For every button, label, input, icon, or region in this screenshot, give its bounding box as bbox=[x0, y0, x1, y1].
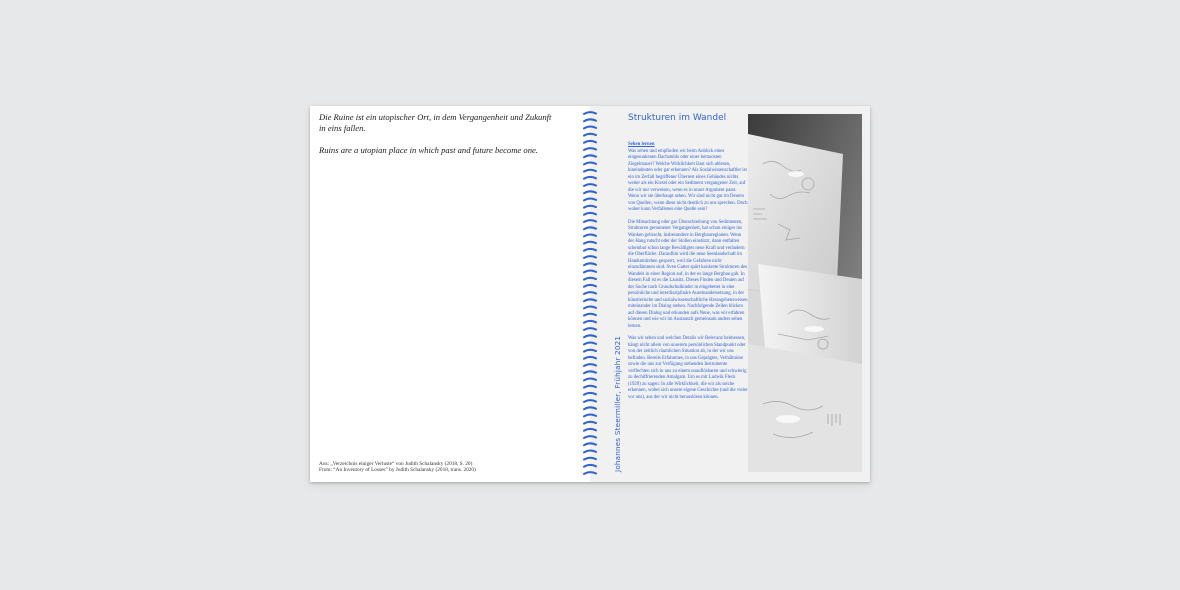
spiral-coil bbox=[584, 472, 596, 474]
spiral-coil bbox=[584, 335, 596, 337]
spiral-coil bbox=[584, 415, 596, 417]
spiral-coil bbox=[584, 213, 596, 215]
caption-german: Aus: „Verzeichnis einiger Verluste“ von Judith Schalansky (2018, S. 20) bbox=[319, 461, 473, 467]
spiral-coil bbox=[584, 170, 596, 172]
spiral-coil bbox=[584, 112, 596, 114]
article-title: Strukturen im Wandel bbox=[628, 113, 727, 123]
spiral-coil bbox=[584, 307, 596, 309]
spiral-coil bbox=[584, 422, 596, 424]
spiral-coil bbox=[584, 134, 596, 136]
quote-block bbox=[319, 112, 559, 167]
spiral-coil bbox=[584, 191, 596, 193]
spiral-coil bbox=[584, 343, 596, 345]
source-caption bbox=[319, 461, 476, 474]
spiral-binding bbox=[582, 110, 598, 478]
spiral-coil bbox=[584, 386, 596, 388]
spiral-coil bbox=[584, 127, 596, 129]
spiral-coil bbox=[584, 379, 596, 381]
spiral-coil bbox=[584, 292, 596, 294]
spiral-coil bbox=[584, 285, 596, 287]
caption-english: From: “An Inventory of Losses” by Judith Schalansky (2018, trans. 2020) bbox=[319, 467, 476, 474]
spiral-coil bbox=[584, 357, 596, 359]
spiral-coil bbox=[584, 321, 596, 323]
spiral-coil bbox=[584, 371, 596, 373]
spiral-coil bbox=[584, 278, 596, 280]
spiral-coil bbox=[584, 184, 596, 186]
article-body bbox=[628, 142, 748, 407]
spiral-coil bbox=[584, 177, 596, 179]
paragraph-3: Was wir sehen und welchen Details wir Relevanz beimessen, hängt nicht allein von unserem persönlichen Standpunkt oder von der zeitlich räumlichen Situation ab, in der wir uns befinden. Bereits Erfahrenes, in uns Geprägtes, Verhältnisse sowie die uns zur Verfügung stehenden Instrumente verflechten sich in uns zu einem unauflösbaren und schwierig zu dechiffrierenden Amalgam. Um es mit Ludwik Fleck (1929) zu sagen: In alle Wirklichkeit, die wir als solche erkennen, wobei sich unsere eigene Geschichte (und die vieler vor uns), aus der wir nicht herauslösen können. bbox=[628, 336, 748, 400]
spiral-coil bbox=[584, 141, 596, 143]
spiral-coil bbox=[584, 407, 596, 409]
spiral-coil bbox=[584, 350, 596, 352]
paragraph-1: Was sehen und empfinden wir beim Anblick eines eingesunkenen Dachstuhls oder einer bemoosten Ziegelmauer? Welche Wirklichkeit lässt sich ablesen, hineindeuten oder gar erkennen? Als Sozialwissenschaftler ist ein im Zerfall begriffener Überrest eines Gebäudes nichts weiter als ein Kiesel oder ein Sediment vergangener Zeit, auf die wir nur verweisen, wenn es in unser Argument passt. Wenn wir sie überhaupt sehen. Wir sind nicht gut im Deuten von Quellen, wenn diese nicht deutlich zu uns sprechen. Doch woher kann Verfallenes eine Quelle sein? bbox=[628, 148, 748, 212]
spiral-coil bbox=[584, 458, 596, 460]
spiral-coil bbox=[584, 364, 596, 366]
spiral-coil bbox=[584, 443, 596, 445]
spiral-coil bbox=[584, 328, 596, 330]
spiral-coil bbox=[584, 271, 596, 273]
quote-english: Ruins are a utopian place in which past and future become one. bbox=[319, 145, 538, 155]
open-book bbox=[310, 106, 870, 482]
spiral-coil bbox=[584, 451, 596, 453]
left-page bbox=[310, 106, 590, 482]
relief-photograph bbox=[748, 114, 862, 472]
spiral-coil bbox=[584, 235, 596, 237]
spiral-coil bbox=[584, 242, 596, 244]
spiral-coil bbox=[584, 199, 596, 201]
spiral-coil bbox=[584, 299, 596, 301]
spiral-coil bbox=[584, 436, 596, 438]
spiral-coil bbox=[584, 155, 596, 157]
quote-german: Die Ruine ist ein utopischer Ort, in dem Vergangenheit und Zukunft in eins fallen. bbox=[319, 112, 552, 133]
spiral-coil bbox=[584, 249, 596, 251]
spiral-coil bbox=[584, 227, 596, 229]
spiral-coil bbox=[584, 206, 596, 208]
spiral-coil bbox=[584, 220, 596, 222]
spiral-coil bbox=[584, 263, 596, 265]
spine-author-text: Johannes Steermiller, Frühjahr 2021 bbox=[613, 335, 622, 472]
spiral-coil bbox=[584, 163, 596, 165]
spiral-coil bbox=[584, 400, 596, 402]
spiral-coil bbox=[584, 429, 596, 431]
paragraph-2: Die Mitsachtung oder gar Überschreibung von Sedimenten, Strukturen geronnener Vergangenheit, hat schon einiges ins Wanken gebracht, insbesondere in Bergbauregionen. Wenn der Hang rutscht oder der Stollen einstürzt, dann entfalten scheinbar schon lange Bewältigtes neue Kraft und verändern die Oberfläche. Daraufhin wird die neue Seenlandschaft im Handumdrehen gesperrt, weil die Gefahren nicht einzudämmen sind. Sven Gatter spürt konkrete Strukturen des Wandels in einer Region auf, in der es lange Bergbau gab. In diesem Fall ist es die Lausitz. Dieses Finden und Deuten auf der Suche nach Grundschulkinder in eingebettet in eine persönliche und interdisziplinäre Auseinandersetzung, in der künstlerische und sozialwissenschaftliche Herangehensweisen miteinander im Dialog stehen. Nachfolgende Zeilen blicken auf diesen Dialog und erkunden aufs Neue, was wir erfahren können und wie wir im Austausch gemeinsam anders sehen lernen. bbox=[628, 219, 748, 329]
spiral-coil bbox=[584, 393, 596, 395]
spiral-coil bbox=[584, 256, 596, 258]
section-heading: Sehen lernen bbox=[628, 142, 655, 147]
spiral-coil bbox=[584, 314, 596, 316]
spiral-coil bbox=[584, 465, 596, 467]
spiral-coil bbox=[584, 119, 596, 121]
spiral-coil bbox=[584, 148, 596, 150]
